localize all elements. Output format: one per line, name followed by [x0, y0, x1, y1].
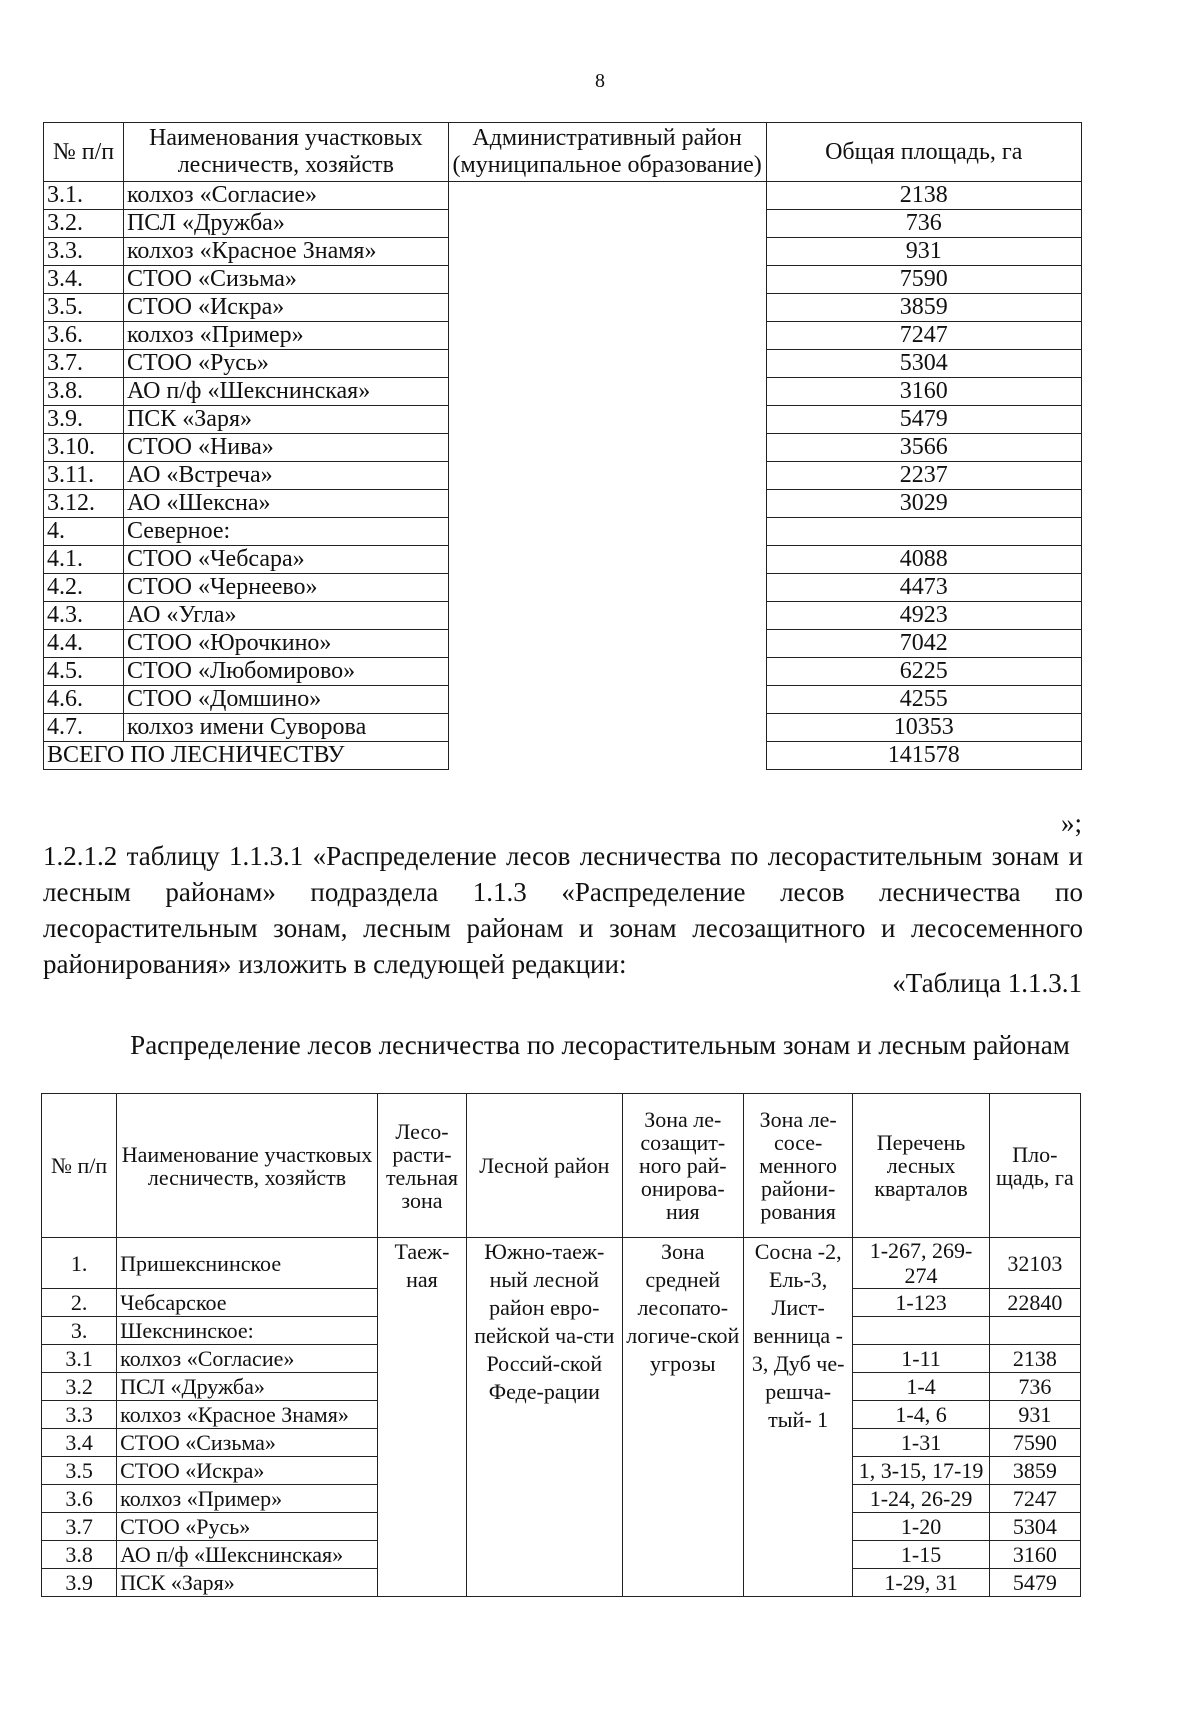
- row-area: 22840: [989, 1289, 1080, 1317]
- row-name: АО п/ф «Шекснинская»: [123, 378, 448, 406]
- row-area: 2237: [766, 462, 1082, 490]
- row-name: СТОО «Любомирово»: [123, 658, 448, 686]
- col-header-name: Наименование участковых лесничеств, хозяйств: [117, 1094, 378, 1238]
- row-name: СТОО «Нива»: [123, 434, 448, 462]
- row-area: 7247: [766, 322, 1082, 350]
- col-header-forest-region: Лесной район: [467, 1094, 623, 1238]
- row-name: ПСК «Заря»: [117, 1569, 378, 1597]
- row-quarters: 1-267, 269-274: [853, 1238, 989, 1289]
- row-number: 3.8: [42, 1541, 117, 1569]
- row-area: 7247: [989, 1485, 1080, 1513]
- table-caption: «Таблица 1.1.3.1: [892, 968, 1082, 998]
- row-area: 7042: [766, 630, 1082, 658]
- row-name: СТОО «Чебсара»: [123, 546, 448, 574]
- row-number: 4.6.: [44, 686, 124, 714]
- row-area: 931: [766, 238, 1082, 266]
- row-name: Шекснинское:: [117, 1317, 378, 1345]
- row-number: 4.4.: [44, 630, 124, 658]
- row-area: 3566: [766, 434, 1082, 462]
- row-area: 6225: [766, 658, 1082, 686]
- table2-title: Распределение лесов лесничества по лесорастительным зонам и лесным районам: [130, 1030, 1070, 1060]
- row-number: 3.6: [42, 1485, 117, 1513]
- table2-body: [42, 1238, 1081, 1597]
- row-name: колхоз «Пример»: [123, 322, 448, 350]
- row-number: 2.: [42, 1289, 117, 1317]
- row-name: ПСЛ «Дружба»: [117, 1373, 378, 1401]
- col-header-number: № п/п: [42, 1094, 117, 1238]
- row-number: 4.7.: [44, 714, 124, 742]
- row-number: 4.3.: [44, 602, 124, 630]
- protection-zone-cell: Зона средней лесопато-логиче-ской угрозы: [622, 1238, 743, 1597]
- row-quarters: 1-15: [853, 1541, 989, 1569]
- row-area: 3160: [766, 378, 1082, 406]
- row-area: 5304: [766, 350, 1082, 378]
- row-name: СТОО «Русь»: [123, 350, 448, 378]
- forest-region-cell: Южно-таеж-ный лесной район евро-пейской ча-сти Россий-ской Феде-рации: [467, 1238, 623, 1597]
- row-area: 5479: [766, 406, 1082, 434]
- closing-quote: »;: [1060, 808, 1082, 838]
- row-name: Пришекснинское: [117, 1238, 378, 1289]
- row-number: 3.3: [42, 1401, 117, 1429]
- row-quarters: 1-4: [853, 1373, 989, 1401]
- row-area: 2138: [766, 182, 1082, 210]
- row-quarters: 1-24, 26-29: [853, 1485, 989, 1513]
- row-area: 4473: [766, 574, 1082, 602]
- col-header-area: Пло-щадь, га: [989, 1094, 1080, 1238]
- row-number: 4.5.: [44, 658, 124, 686]
- row-area: 32103: [989, 1238, 1080, 1289]
- row-name: АО «Встреча»: [123, 462, 448, 490]
- table2-header-row: [42, 1094, 1081, 1238]
- page-number: 8: [595, 70, 605, 92]
- row-number: 3.1.: [44, 182, 124, 210]
- row-name: колхоз «Красное Знамя»: [123, 238, 448, 266]
- row-number: 3.10.: [44, 434, 124, 462]
- row-number: 4.: [44, 518, 124, 546]
- row-area: 3859: [766, 294, 1082, 322]
- row-quarters: 1-31: [853, 1429, 989, 1457]
- row-area: 7590: [989, 1429, 1080, 1457]
- row-quarters: 1-20: [853, 1513, 989, 1541]
- col-header-area: Общая площадь, га: [766, 123, 1082, 182]
- row-number: 4.1.: [44, 546, 124, 574]
- row-number: 3.7: [42, 1513, 117, 1541]
- row-number: 3.6.: [44, 322, 124, 350]
- row-area: 736: [989, 1373, 1080, 1401]
- row-number: 3.11.: [44, 462, 124, 490]
- row-name: СТОО «Домшино»: [123, 686, 448, 714]
- row-quarters: 1-123: [853, 1289, 989, 1317]
- row-area: 7590: [766, 266, 1082, 294]
- row-quarters: 1-4, 6: [853, 1401, 989, 1429]
- col-header-district: Административный район (муниципальное образование): [448, 123, 766, 182]
- row-number: 3.4: [42, 1429, 117, 1457]
- row-name: АО п/ф «Шекснинская»: [117, 1541, 378, 1569]
- row-name: Северное:: [123, 518, 448, 546]
- row-number: 3.2: [42, 1373, 117, 1401]
- row-area: 2138: [989, 1345, 1080, 1373]
- row-name: Чебсарское: [117, 1289, 378, 1317]
- col-header-name: Наименования участковых лесничеств, хозяйств: [123, 123, 448, 182]
- row-name: АО «Шексна»: [123, 490, 448, 518]
- vegetation-zone-cell: Таеж-ная: [377, 1238, 466, 1597]
- row-area: 4088: [766, 546, 1082, 574]
- forest-zone-table: [41, 1093, 1081, 1597]
- row-area: 5479: [989, 1569, 1080, 1597]
- row-name: колхоз «Пример»: [117, 1485, 378, 1513]
- table-row: [42, 1238, 1081, 1289]
- row-number: 3.2.: [44, 210, 124, 238]
- row-area: 4923: [766, 602, 1082, 630]
- table1-header-row: [44, 123, 1082, 182]
- row-number: 3.9: [42, 1569, 117, 1597]
- row-name: СТОО «Искра»: [117, 1457, 378, 1485]
- row-quarters: 1-29, 31: [853, 1569, 989, 1597]
- row-quarters: [853, 1317, 989, 1345]
- row-number: 3.8.: [44, 378, 124, 406]
- row-name: колхоз «Согласие»: [123, 182, 448, 210]
- row-area: 931: [989, 1401, 1080, 1429]
- row-area: 10353: [766, 714, 1082, 742]
- row-number: 1.: [42, 1238, 117, 1289]
- col-header-protection-zone: Зона ле-созащит-ного рай-онирова-ния: [622, 1094, 743, 1238]
- land-area-table: [43, 122, 1082, 770]
- row-number: 3.3.: [44, 238, 124, 266]
- row-name: ПСК «Заря»: [123, 406, 448, 434]
- row-name: АО «Угла»: [123, 602, 448, 630]
- col-header-vegetation-zone: Лесо-расти-тельная зона: [377, 1094, 466, 1238]
- row-number: 3.5.: [44, 294, 124, 322]
- row-name: колхоз имени Суворова: [123, 714, 448, 742]
- row-name: колхоз «Красное Знамя»: [117, 1401, 378, 1429]
- row-name: колхоз «Согласие»: [117, 1345, 378, 1373]
- row-name: СТОО «Русь»: [117, 1513, 378, 1541]
- amendment-paragraph: 1.2.1.2 таблицу 1.1.3.1 «Распределение лесов лесничества по лесорастительным зонам и лесным районам» подраздела 1.1.3 «Распределение лесов лесничества по лесорастительным зонам, лесным районам и зонам лесозащитного и лесосеменного районирования» изложить в следующей редакции:: [43, 841, 1083, 979]
- row-area: [766, 518, 1082, 546]
- col-header-quarters: Перечень лесных кварталов: [853, 1094, 989, 1238]
- row-number: 3.12.: [44, 490, 124, 518]
- row-name: СТОО «Чернеево»: [123, 574, 448, 602]
- row-number: 3.9.: [44, 406, 124, 434]
- row-name: СТОО «Сизьма»: [117, 1429, 378, 1457]
- row-quarters: 1-11: [853, 1345, 989, 1373]
- row-area: 3029: [766, 490, 1082, 518]
- district-cell: [448, 182, 766, 770]
- total-value: 141578: [766, 742, 1082, 770]
- row-number: 3.4.: [44, 266, 124, 294]
- row-number: 3.: [42, 1317, 117, 1345]
- row-quarters: 1, 3-15, 17-19: [853, 1457, 989, 1485]
- col-header-seed-zone: Зона ле-сосе-менного райони-рования: [743, 1094, 852, 1238]
- row-name: ПСЛ «Дружба»: [123, 210, 448, 238]
- row-name: СТОО «Юрочкино»: [123, 630, 448, 658]
- col-header-number: № п/п: [44, 123, 124, 182]
- row-area: 5304: [989, 1513, 1080, 1541]
- row-area: 3859: [989, 1457, 1080, 1485]
- row-area: 3160: [989, 1541, 1080, 1569]
- row-area: 736: [766, 210, 1082, 238]
- row-name: СТОО «Искра»: [123, 294, 448, 322]
- row-name: СТОО «Сизьма»: [123, 266, 448, 294]
- row-area: [989, 1317, 1080, 1345]
- table-row: [44, 182, 1082, 210]
- row-number: 3.7.: [44, 350, 124, 378]
- row-number: 3.5: [42, 1457, 117, 1485]
- seed-zone-cell: Сосна -2, Ель-3, Лист-венница - 3, Дуб че-решча-тый- 1: [743, 1238, 852, 1597]
- table1-body: [44, 182, 1082, 770]
- total-label: ВСЕГО ПО ЛЕСНИЧЕСТВУ: [44, 742, 449, 770]
- row-area: 4255: [766, 686, 1082, 714]
- row-number: 3.1: [42, 1345, 117, 1373]
- row-number: 4.2.: [44, 574, 124, 602]
